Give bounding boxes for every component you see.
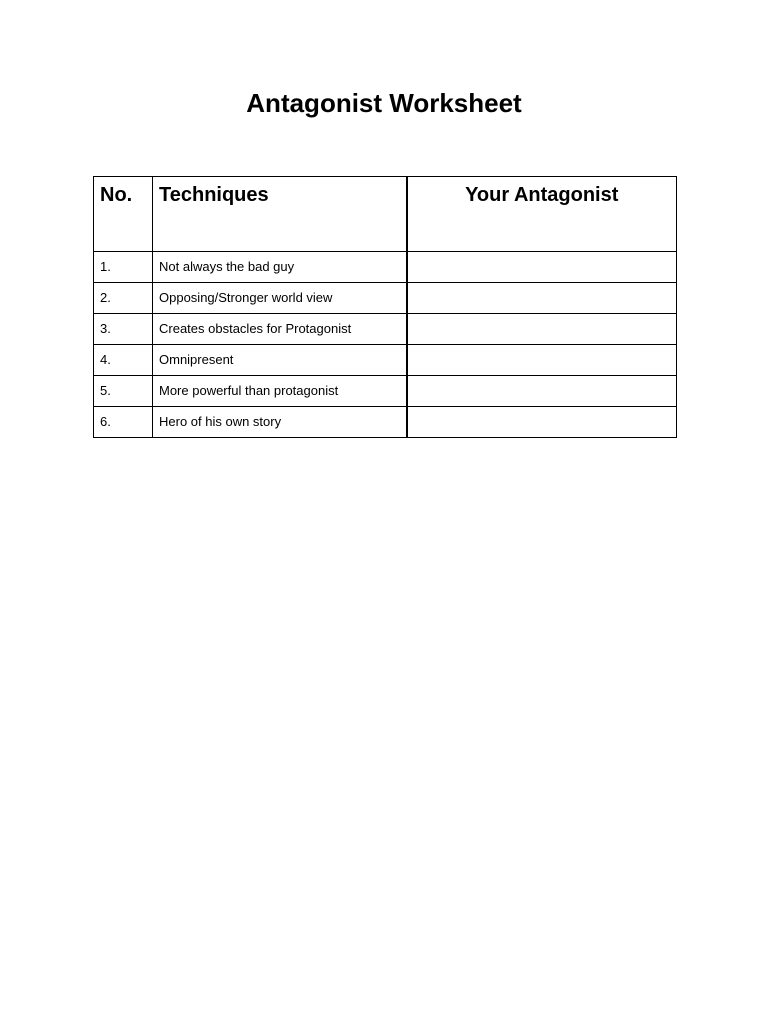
technique-cell: Not always the bad guy — [153, 252, 407, 283]
antagonist-answer-cell[interactable] — [407, 314, 677, 345]
technique-cell: More powerful than protagonist — [153, 376, 407, 407]
page-title: Antagonist Worksheet — [246, 88, 522, 118]
table-row — [94, 407, 677, 438]
technique-cell: Hero of his own story — [153, 407, 407, 438]
row-number: 3. — [94, 314, 153, 345]
row-number: 1. — [94, 252, 153, 283]
header-your-antagonist: Your Antagonist — [407, 177, 677, 252]
technique-cell: Creates obstacles for Protagonist — [153, 314, 407, 345]
table-row — [94, 283, 677, 314]
header-no: No. — [94, 177, 153, 252]
row-number: 5. — [94, 376, 153, 407]
technique-cell: Opposing/Stronger world view — [153, 283, 407, 314]
row-number: 6. — [94, 407, 153, 438]
row-number: 2. — [94, 283, 153, 314]
table-row — [94, 314, 677, 345]
table-row — [94, 376, 677, 407]
worksheet-table — [93, 176, 677, 438]
table-row — [94, 345, 677, 376]
header-techniques: Techniques — [153, 177, 407, 252]
technique-cell: Omnipresent — [153, 345, 407, 376]
antagonist-answer-cell[interactable] — [407, 376, 677, 407]
table-header-row — [94, 177, 677, 252]
antagonist-answer-cell[interactable] — [407, 407, 677, 438]
table-row — [94, 252, 677, 283]
antagonist-answer-cell[interactable] — [407, 252, 677, 283]
antagonist-answer-cell[interactable] — [407, 345, 677, 376]
row-number: 4. — [94, 345, 153, 376]
antagonist-answer-cell[interactable] — [407, 283, 677, 314]
